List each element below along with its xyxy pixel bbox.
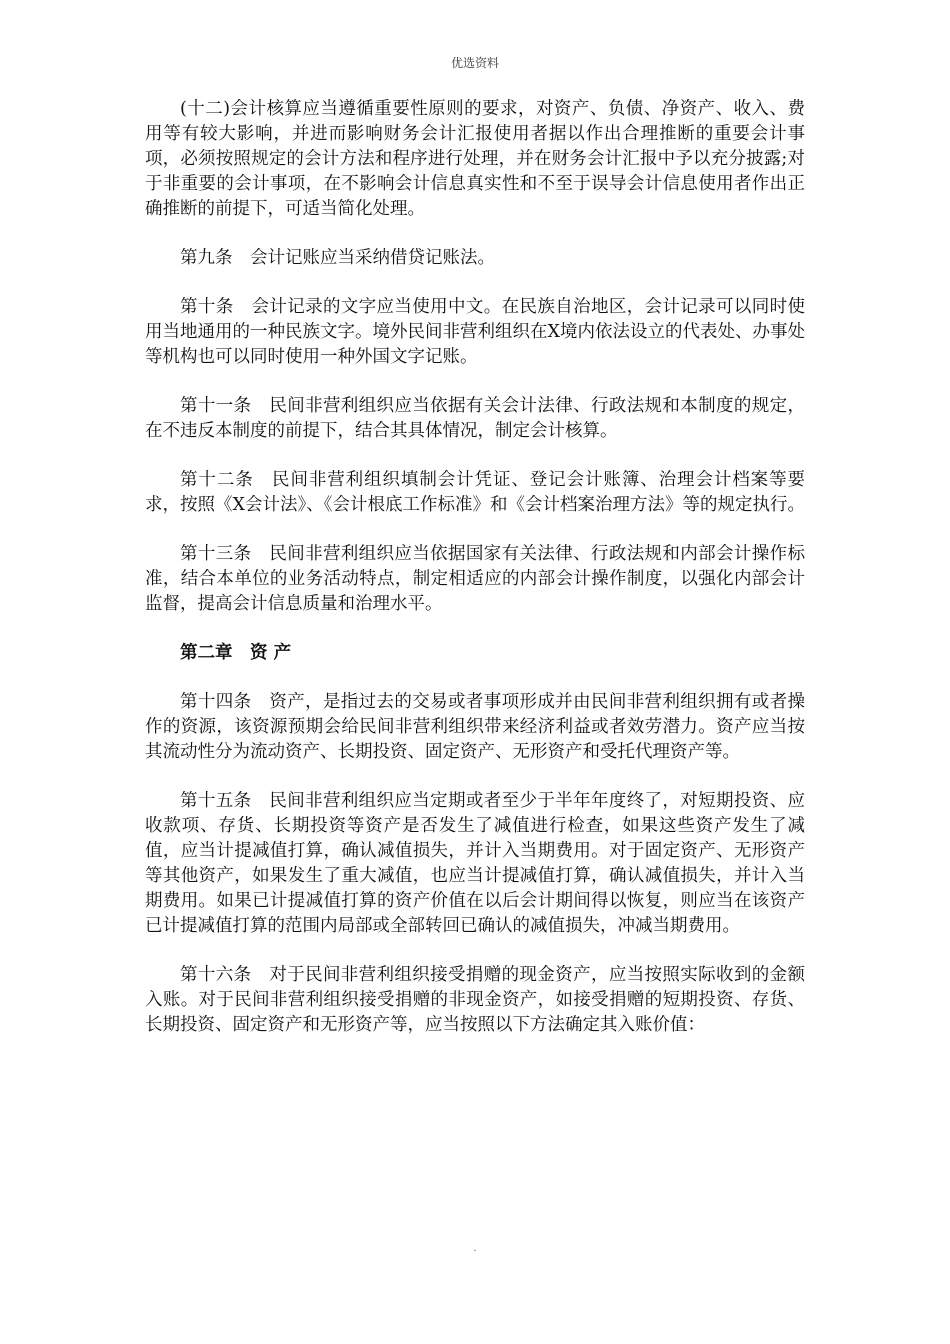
paragraph-article-14: 第十四条 资产，是指过去的交易或者事项形成并由民间非营利组织拥有或者操作的资源，该资源预期会给民间非营利组织带来经济利益或者效劳潜力。资产应当按其流动性分为流动资产、长期投资、固定资产、无形资产和受托代理资产等。: [145, 692, 805, 762]
paragraph-article-11: 第十一条 民间非营利组织应当依据有关会计法律、行政法规和本制度的规定，在不违反本制度的前提下，结合其具体情况，制定会计核算。: [145, 396, 805, 441]
paragraph-article-12-item: (十二)会计核算应当遵循重要性原则的要求，对资产、负债、净资产、收入、费用等有较大影响，并进而影响财务会计汇报使用者据以作出合理推断的重要会计事项，必须按照规定的会计方法和程序进行处理，并在财务会计汇报中予以充分披露;对于非重要的会计事项，在不影响会计信息真实性和不至于误导会计信息使用者作出正确推断的前提下，可适当简化处理。: [145, 99, 805, 219]
paragraph-article-10: 第十条 会计记录的文字应当使用中文。在民族自治地区，会计记录可以同时使用当地通用的一种民族文字。境外民间非营利组织在X境内依法设立的代表处、办事处等机构也可以同时使用一种外国文字记账。: [145, 297, 805, 367]
page-footer-mark: .: [473, 1243, 477, 1254]
paragraph-article-12: 第十二条 民间非营利组织填制会计凭证、登记会计账簿、治理会计档案等要求，按照《X会计法》、《会计根底工作标准》和《会计档案治理方法》等的规定执行。: [145, 470, 805, 515]
paragraph-article-13: 第十三条 民间非营利组织应当依据国家有关法律、行政法规和内部会计操作标准，结合本单位的业务活动特点，制定相适应的内部会计操作制度，以强化内部会计监督，提高会计信息质量和治理水平。: [145, 544, 805, 614]
paragraph-article-16: 第十六条 对于民间非营利组织接受捐赠的现金资产，应当按照实际收到的金额入账。对于民间非营利组织接受捐赠的非现金资产，如接受捐赠的短期投资、存货、长期投资、固定资产和无形资产等，应当按照以下方法确定其入账价值：: [145, 965, 805, 1035]
chapter-heading: 第二章 资 产: [180, 643, 292, 663]
paragraph-article-15: 第十五条 民间非营利组织应当定期或者至少于半年年度终了，对短期投资、应收款项、存货、长期投资等资产是否发生了减值进行检查，如果这些资产发生了减值，应当计提减值打算，确认减值损失，并计入当期费用。对于固定资产、无形资产等其他资产，如果发生了重大减值，也应当计提减值打算，确认减值损失，并计入当期费用。如果已计提减值打算的资产价值在以后会计期间得以恢复，则应当在该资产已计提减值打算的范围内局部或全部转回已确认的减值损失，冲减当期费用。: [145, 791, 805, 936]
document-body: [145, 97, 805, 1062]
page-header: 优选资料: [450, 56, 499, 70]
paragraph-article-9: 第九条 会计记账应当采纳借贷记账法。: [180, 248, 495, 268]
